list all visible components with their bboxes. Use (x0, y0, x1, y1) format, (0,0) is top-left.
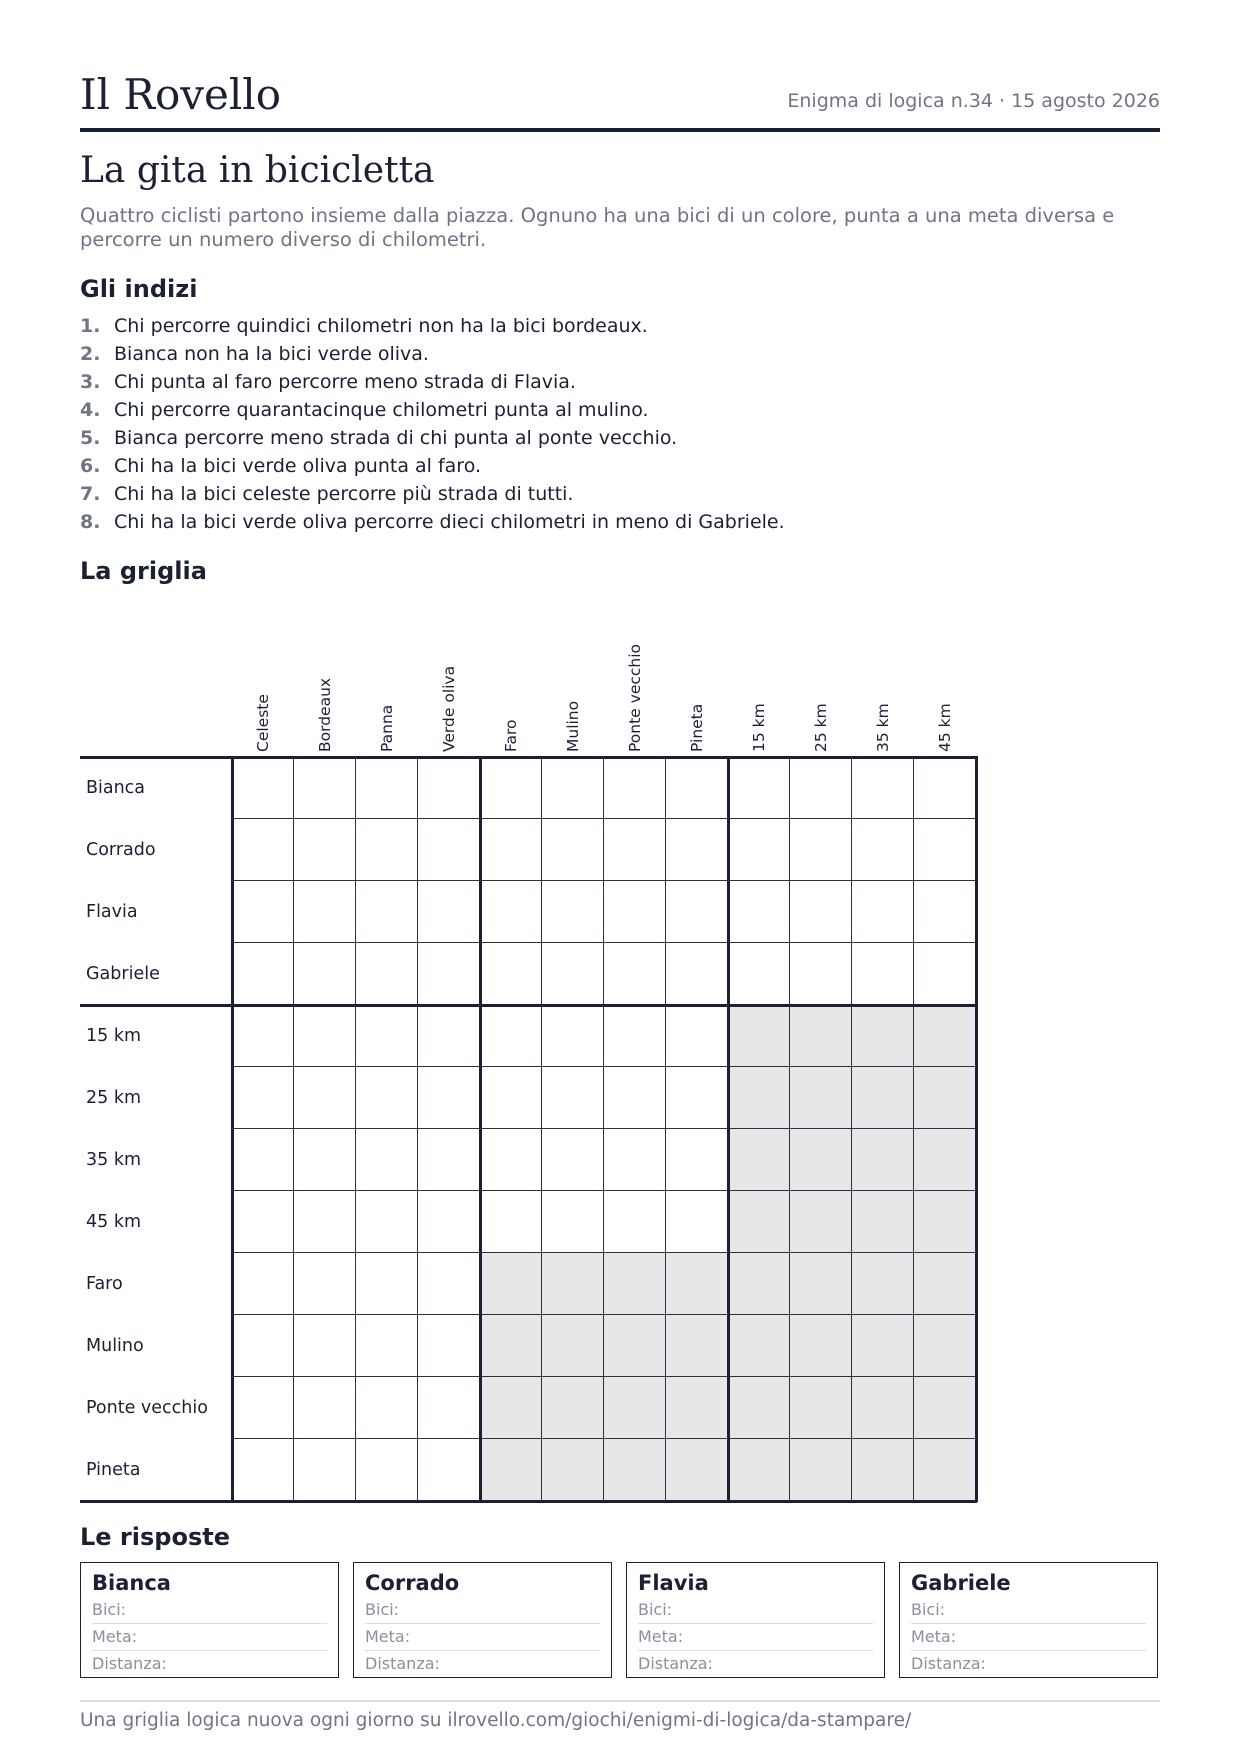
column-label: Verde oliva (440, 665, 458, 752)
goal-field[interactable]: Meta: (92, 1624, 327, 1651)
row-header: 35 km (86, 1150, 142, 1170)
puzzle-title: La gita in bicicletta (80, 150, 435, 191)
grid-cell-disabled (666, 1315, 728, 1377)
grid-cell[interactable] (542, 819, 604, 881)
grid-cell-disabled (604, 1253, 666, 1315)
grid-cell[interactable] (418, 1067, 480, 1129)
grid-cell[interactable] (418, 1439, 480, 1501)
distance-field[interactable]: Distanza: (638, 1654, 713, 1673)
goal-field[interactable]: Meta: (365, 1624, 600, 1651)
grid-cell[interactable] (666, 1191, 728, 1253)
grid-cell[interactable] (232, 1191, 294, 1253)
clue-text: Chi ha la bici verde oliva percorre dieci chilometri in meno di Gabriele. (114, 511, 785, 533)
grid-cell[interactable] (294, 881, 356, 943)
grid-cell[interactable] (232, 1129, 294, 1191)
grid-cell[interactable] (728, 819, 790, 881)
answer-card (899, 1562, 1158, 1678)
row-header: Corrado (86, 840, 156, 860)
bike-field[interactable]: Bici: (638, 1597, 873, 1624)
grid-cell-disabled (728, 1439, 790, 1501)
grid-cell-disabled (480, 1377, 542, 1439)
row-header: Gabriele (86, 964, 160, 984)
grid-cell-disabled (542, 1439, 604, 1501)
grid-cell-disabled (790, 1191, 852, 1253)
grid-divider (727, 756, 730, 1502)
grid-cell[interactable] (294, 1129, 356, 1191)
answer-card-name: Gabriele (911, 1571, 1011, 1595)
answer-card-name: Corrado (365, 1571, 460, 1595)
grid-cell[interactable] (852, 943, 914, 1005)
column-label: 45 km (936, 703, 954, 752)
grid-cell[interactable] (480, 943, 542, 1005)
column-header (604, 600, 666, 752)
row-header: Faro (86, 1274, 123, 1294)
answer-card (80, 1562, 339, 1678)
grid-cell[interactable] (604, 1005, 666, 1067)
clue-number: 7. (80, 483, 101, 505)
grid-cell[interactable] (542, 943, 604, 1005)
column-header (728, 600, 790, 752)
grid-cell[interactable] (914, 757, 976, 819)
grid-cell-disabled (728, 1253, 790, 1315)
clue-number: 4. (80, 399, 101, 421)
grid-cell-disabled (728, 1067, 790, 1129)
grid-cell-disabled (790, 1377, 852, 1439)
grid-cell[interactable] (232, 1315, 294, 1377)
grid-cell[interactable] (604, 757, 666, 819)
grid-cell-disabled (480, 1315, 542, 1377)
grid-cell-disabled (914, 1129, 976, 1191)
grid-cell-disabled (480, 1253, 542, 1315)
grid-cell-disabled (604, 1377, 666, 1439)
grid-cell-disabled (852, 1315, 914, 1377)
grid-cell[interactable] (418, 1129, 480, 1191)
issue-info: Enigma di logica n.34 · 15 agosto 2026 (787, 90, 1160, 112)
column-label: 15 km (750, 703, 768, 752)
column-label: Bordeaux (316, 677, 334, 752)
grid-cell[interactable] (232, 757, 294, 819)
goal-field[interactable]: Meta: (638, 1624, 873, 1651)
grid-divider (975, 756, 978, 1502)
grid-cell[interactable] (790, 943, 852, 1005)
grid-cell-disabled (790, 1129, 852, 1191)
clue-item (80, 368, 785, 396)
clues-heading: Gli indizi (80, 275, 198, 303)
grid-cell[interactable] (604, 819, 666, 881)
distance-field[interactable]: Distanza: (911, 1654, 986, 1673)
grid-cell[interactable] (790, 881, 852, 943)
grid-cell[interactable] (294, 1315, 356, 1377)
grid-cell[interactable] (294, 1191, 356, 1253)
grid-cell[interactable] (356, 757, 418, 819)
grid-cell-disabled (728, 1377, 790, 1439)
column-header (852, 600, 914, 752)
clue-item (80, 452, 785, 480)
grid-divider (231, 756, 234, 1502)
grid-cell[interactable] (790, 819, 852, 881)
grid-divider (479, 756, 482, 1502)
grid-cell-disabled (728, 1191, 790, 1253)
grid-cell-disabled (852, 1439, 914, 1501)
puzzle-intro: Quattro ciclisti partono insieme dalla piazza. Ognuno ha una bici di un colore, punta a una meta diversa e percorre un numero diverso di chilometri. (80, 204, 1115, 251)
grid-cell-disabled (852, 1377, 914, 1439)
grid-cell-disabled (914, 1005, 976, 1067)
grid-cell-disabled (852, 1191, 914, 1253)
grid-cell[interactable] (356, 1067, 418, 1129)
column-label: Mulino (564, 700, 582, 752)
row-header: Bianca (86, 778, 146, 798)
grid-cell[interactable] (232, 881, 294, 943)
grid-cell[interactable] (728, 757, 790, 819)
grid-cell[interactable] (604, 943, 666, 1005)
grid-cell[interactable] (418, 1253, 480, 1315)
grid-cell-disabled (914, 1253, 976, 1315)
grid-cell[interactable] (542, 1005, 604, 1067)
logic-grid (80, 600, 980, 1510)
grid-cell[interactable] (294, 943, 356, 1005)
grid-cell[interactable] (604, 881, 666, 943)
grid-cell-disabled (790, 1253, 852, 1315)
grid-cell[interactable] (356, 1253, 418, 1315)
grid-divider (80, 1500, 977, 1503)
column-header (666, 600, 728, 752)
grid-cell-disabled (666, 1253, 728, 1315)
grid-cell-disabled (852, 1067, 914, 1129)
grid-cell-disabled (728, 1315, 790, 1377)
grid-cell[interactable] (418, 819, 480, 881)
column-header (232, 600, 294, 752)
bike-field[interactable]: Bici: (365, 1597, 600, 1624)
clue-number: 2. (80, 343, 101, 365)
grid-cell[interactable] (666, 1067, 728, 1129)
grid-cell[interactable] (604, 1191, 666, 1253)
grid-cell-disabled (852, 1253, 914, 1315)
grid-cell[interactable] (356, 1377, 418, 1439)
grid-cell[interactable] (480, 1191, 542, 1253)
page-footer: Una griglia logica nuova ogni giorno su ilrovello.com/giochi/enigmi-di-logica/da-stampare/ (80, 1700, 1160, 1731)
grid-cell[interactable] (542, 757, 604, 819)
grid-cell-disabled (542, 1253, 604, 1315)
grid-cell[interactable] (418, 1315, 480, 1377)
clue-item (80, 508, 785, 536)
grid-cell[interactable] (604, 1067, 666, 1129)
clue-item (80, 312, 785, 340)
grid-cell[interactable] (666, 819, 728, 881)
grid-cell[interactable] (914, 819, 976, 881)
clue-text: Bianca percorre meno strada di chi punta al ponte vecchio. (114, 427, 678, 449)
grid-cell[interactable] (356, 1129, 418, 1191)
grid-cell[interactable] (418, 881, 480, 943)
grid-cell-disabled (666, 1439, 728, 1501)
grid-cell[interactable] (604, 1129, 666, 1191)
clue-item (80, 396, 785, 424)
column-label: Ponte vecchio (626, 643, 644, 752)
grid-cell[interactable] (480, 757, 542, 819)
row-header: 25 km (86, 1088, 142, 1108)
column-label: Faro (502, 719, 520, 752)
grid-cell[interactable] (294, 1377, 356, 1439)
grid-cell[interactable] (356, 943, 418, 1005)
row-header: Ponte vecchio (86, 1398, 208, 1418)
grid-cell-disabled (914, 1315, 976, 1377)
goal-field[interactable]: Meta: (911, 1624, 1146, 1651)
grid-cell-disabled (914, 1191, 976, 1253)
grid-cell-disabled (914, 1377, 976, 1439)
grid-cell[interactable] (232, 1005, 294, 1067)
column-header (790, 600, 852, 752)
grid-cell[interactable] (480, 881, 542, 943)
clue-list (80, 312, 785, 536)
clue-text: Chi punta al faro percorre meno strada di Flavia. (114, 371, 576, 393)
grid-cell[interactable] (418, 757, 480, 819)
column-header (542, 600, 604, 752)
grid-cell[interactable] (790, 757, 852, 819)
grid-cell-disabled (728, 1005, 790, 1067)
answer-card (626, 1562, 885, 1678)
column-label: Panna (378, 704, 396, 752)
answers-heading: Le risposte (80, 1523, 230, 1551)
grid-cell[interactable] (356, 881, 418, 943)
column-label: 25 km (812, 703, 830, 752)
bike-field[interactable]: Bici: (911, 1597, 1146, 1624)
grid-cell-disabled (542, 1377, 604, 1439)
distance-field[interactable]: Distanza: (365, 1654, 440, 1673)
grid-cell[interactable] (666, 881, 728, 943)
grid-cell[interactable] (294, 1067, 356, 1129)
clue-text: Chi ha la bici verde oliva punta al faro. (114, 455, 482, 477)
row-header: Mulino (86, 1336, 144, 1356)
grid-cell-disabled (790, 1067, 852, 1129)
grid-cell[interactable] (480, 1129, 542, 1191)
grid-cell-disabled (914, 1067, 976, 1129)
clue-text: Chi percorre quarantacinque chilometri punta al mulino. (114, 399, 649, 421)
column-label: 35 km (874, 703, 892, 752)
grid-cell-disabled (790, 1439, 852, 1501)
grid-cell[interactable] (232, 1067, 294, 1129)
grid-cell-disabled (666, 1377, 728, 1439)
grid-cell[interactable] (232, 1439, 294, 1501)
grid-cell[interactable] (232, 819, 294, 881)
grid-cell[interactable] (914, 881, 976, 943)
row-header: Flavia (86, 902, 138, 922)
grid-cell-disabled (542, 1315, 604, 1377)
clue-item (80, 424, 785, 452)
grid-cell[interactable] (294, 1253, 356, 1315)
answer-card (353, 1562, 612, 1678)
grid-cell[interactable] (418, 1191, 480, 1253)
clue-number: 3. (80, 371, 101, 393)
grid-cell[interactable] (480, 1067, 542, 1129)
clue-number: 1. (80, 315, 101, 337)
grid-cell-disabled (790, 1005, 852, 1067)
grid-cell[interactable] (542, 1067, 604, 1129)
grid-cell[interactable] (480, 819, 542, 881)
grid-cell[interactable] (666, 757, 728, 819)
row-header: 45 km (86, 1212, 142, 1232)
column-header (294, 600, 356, 752)
column-header (480, 600, 542, 752)
grid-cell[interactable] (852, 819, 914, 881)
grid-cell-disabled (852, 1005, 914, 1067)
grid-cell[interactable] (542, 1129, 604, 1191)
grid-cell[interactable] (728, 943, 790, 1005)
grid-cell[interactable] (232, 1253, 294, 1315)
clue-text: Chi ha la bici celeste percorre più strada di tutti. (114, 483, 574, 505)
column-label: Pineta (688, 703, 706, 752)
column-header (356, 600, 418, 752)
clue-text: Bianca non ha la bici verde oliva. (114, 343, 429, 365)
column-header (418, 600, 480, 752)
grid-cell[interactable] (480, 1005, 542, 1067)
grid-cell[interactable] (914, 943, 976, 1005)
grid-cell-disabled (604, 1315, 666, 1377)
row-header: Pineta (86, 1460, 141, 1480)
grid-cell[interactable] (294, 819, 356, 881)
clue-number: 6. (80, 455, 101, 477)
bike-field[interactable]: Bici: (92, 1597, 327, 1624)
grid-cell[interactable] (294, 757, 356, 819)
grid-divider (80, 1004, 977, 1007)
grid-cell[interactable] (666, 943, 728, 1005)
grid-cell[interactable] (232, 943, 294, 1005)
clue-text: Chi percorre quindici chilometri non ha la bici bordeaux. (114, 315, 648, 337)
brand-title: Il Rovello (80, 70, 282, 119)
grid-cell[interactable] (852, 881, 914, 943)
grid-heading: La griglia (80, 557, 207, 585)
grid-cell[interactable] (852, 757, 914, 819)
answer-cards (80, 1562, 1160, 1678)
grid-cell[interactable] (356, 819, 418, 881)
grid-cell[interactable] (232, 1377, 294, 1439)
grid-cell[interactable] (294, 1005, 356, 1067)
grid-cell[interactable] (356, 1439, 418, 1501)
grid-cell[interactable] (728, 881, 790, 943)
answer-card-name: Bianca (92, 1571, 171, 1595)
column-header (914, 600, 976, 752)
grid-cell-disabled (914, 1439, 976, 1501)
grid-cell[interactable] (356, 1315, 418, 1377)
grid-cell[interactable] (542, 1191, 604, 1253)
row-header: 15 km (86, 1026, 142, 1046)
clue-item (80, 340, 785, 368)
clue-number: 5. (80, 427, 101, 449)
grid-cell-disabled (480, 1439, 542, 1501)
grid-cell-disabled (604, 1439, 666, 1501)
grid-cell[interactable] (418, 943, 480, 1005)
grid-cell[interactable] (666, 1129, 728, 1191)
grid-divider (80, 756, 977, 759)
answer-card-name: Flavia (638, 1571, 709, 1595)
grid-cell[interactable] (542, 881, 604, 943)
grid-cell[interactable] (418, 1377, 480, 1439)
grid-cell[interactable] (666, 1005, 728, 1067)
clue-item (80, 480, 785, 508)
grid-cell[interactable] (418, 1005, 480, 1067)
clue-number: 8. (80, 511, 101, 533)
grid-cell[interactable] (356, 1191, 418, 1253)
grid-cell-disabled (790, 1315, 852, 1377)
grid-cell-disabled (852, 1129, 914, 1191)
grid-cell-disabled (728, 1129, 790, 1191)
distance-field[interactable]: Distanza: (92, 1654, 167, 1673)
page-header (80, 70, 1160, 132)
column-label: Celeste (254, 694, 272, 752)
grid-cell[interactable] (294, 1439, 356, 1501)
grid-cell[interactable] (356, 1005, 418, 1067)
